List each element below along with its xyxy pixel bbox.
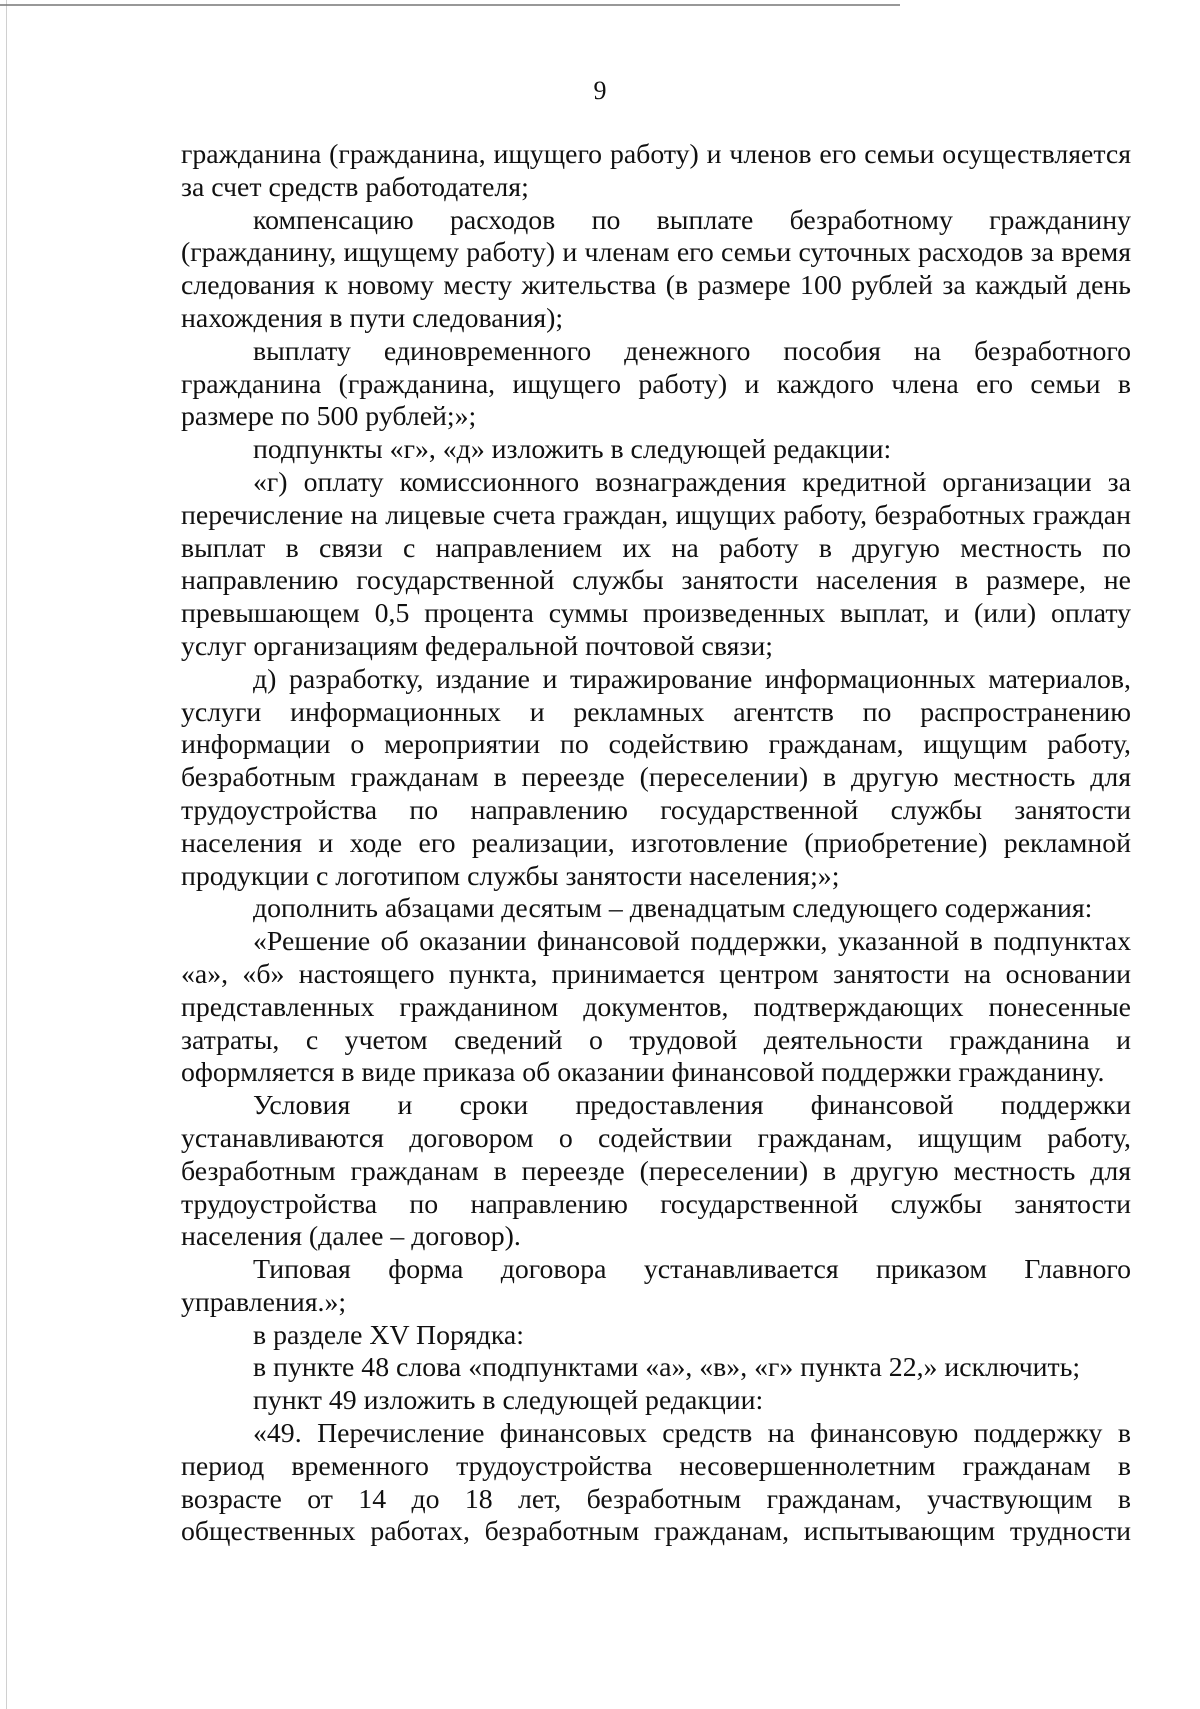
- paragraph: компенсацию расходов по выплате безработному гражданину (гражданину, ищущему работу) и членам его семьи суточных расходов за время следования к новому месту жительства (в размере 100 рублей за каждый день нахождения в пути следования);: [181, 204, 1131, 334]
- page-number: 9: [593, 76, 607, 105]
- scan-top-edge-line: [0, 4, 900, 6]
- paragraph: гражданина (гражданина, ищущего работу) и членов его семьи осуществляется за счет средств работодателя;: [181, 139, 1131, 203]
- paragraph: Условия и сроки предоставления финансовой поддержки устанавливаются договором о содействии гражданам, ищущим работу, безработным гражданам в переезде (переселении) в другую местность для трудоустройства по направлению государственной службы занятости населения (далее – договор).: [181, 1090, 1131, 1253]
- scan-left-edge-line: [6, 0, 7, 1709]
- paragraph: «Решение об оказании финансовой поддержки, указанной в подпунктах «а», «б» настоящего пункта, принимается центром занятости на основании представленных гражданином документов, подтверждающих понесенные затраты, с учетом сведений о трудовой деятельности гражданина и оформляется в виде приказа об оказании финансовой поддержки гражданину.: [181, 926, 1131, 1089]
- paragraph: пункт 49 изложить в следующей редакции:: [253, 1385, 764, 1417]
- paragraph: «г) оплату комиссионного вознаграждения кредитной организации за перечисление на лицевые счета граждан, ищущих работу, безработных граждан выплат в связи с направлением их на работу в другую местность по направлению государственной службы занятости населения в размере, не превышающем 0,5 процента суммы произведенных выплат, и (или) оплату услуг организациям федеральной почтовой связи;: [181, 466, 1131, 662]
- paragraph: выплату единовременного денежного пособия на безработного гражданина (гражданина, ищущего работу) и каждого члена его семьи в размере по 500 рублей;»;: [181, 335, 1131, 433]
- paragraph: в разделе XV Порядка:: [253, 1319, 524, 1351]
- paragraph: «49. Перечисление финансовых средств на финансовую поддержку в период временного трудоустройства несовершеннолетним гражданам в возрасте от 14 до 18 лет, безработным гражданам, участвующим в общественных работах, безработным гражданам, испытывающим трудности: [181, 1418, 1131, 1548]
- paragraph: подпункты «г», «д» изложить в следующей редакции:: [253, 434, 892, 466]
- document-body: [181, 139, 1131, 1549]
- paragraph: д) разработку, издание и тиражирование информационных материалов, услуги информационных и рекламных агентств по распространению информации о мероприятии по содействию гражданам, ищущим работу, безработным гражданам в переезде (переселении) в другую местность для трудоустройства по направлению государственной службы занятости населения и ходе его реализации, изготовление (приобретение) рекламной продукции с логотипом службы занятости населения;»;: [181, 663, 1131, 892]
- paragraph: дополнить абзацами десятым – двенадцатым следующего содержания:: [253, 893, 1093, 925]
- paragraph: Типовая форма договора устанавливается приказом Главного управления.»;: [181, 1254, 1131, 1318]
- paragraph: в пункте 48 слова «подпунктами «а», «в», «г» пункта 22,» исключить;: [253, 1352, 1081, 1384]
